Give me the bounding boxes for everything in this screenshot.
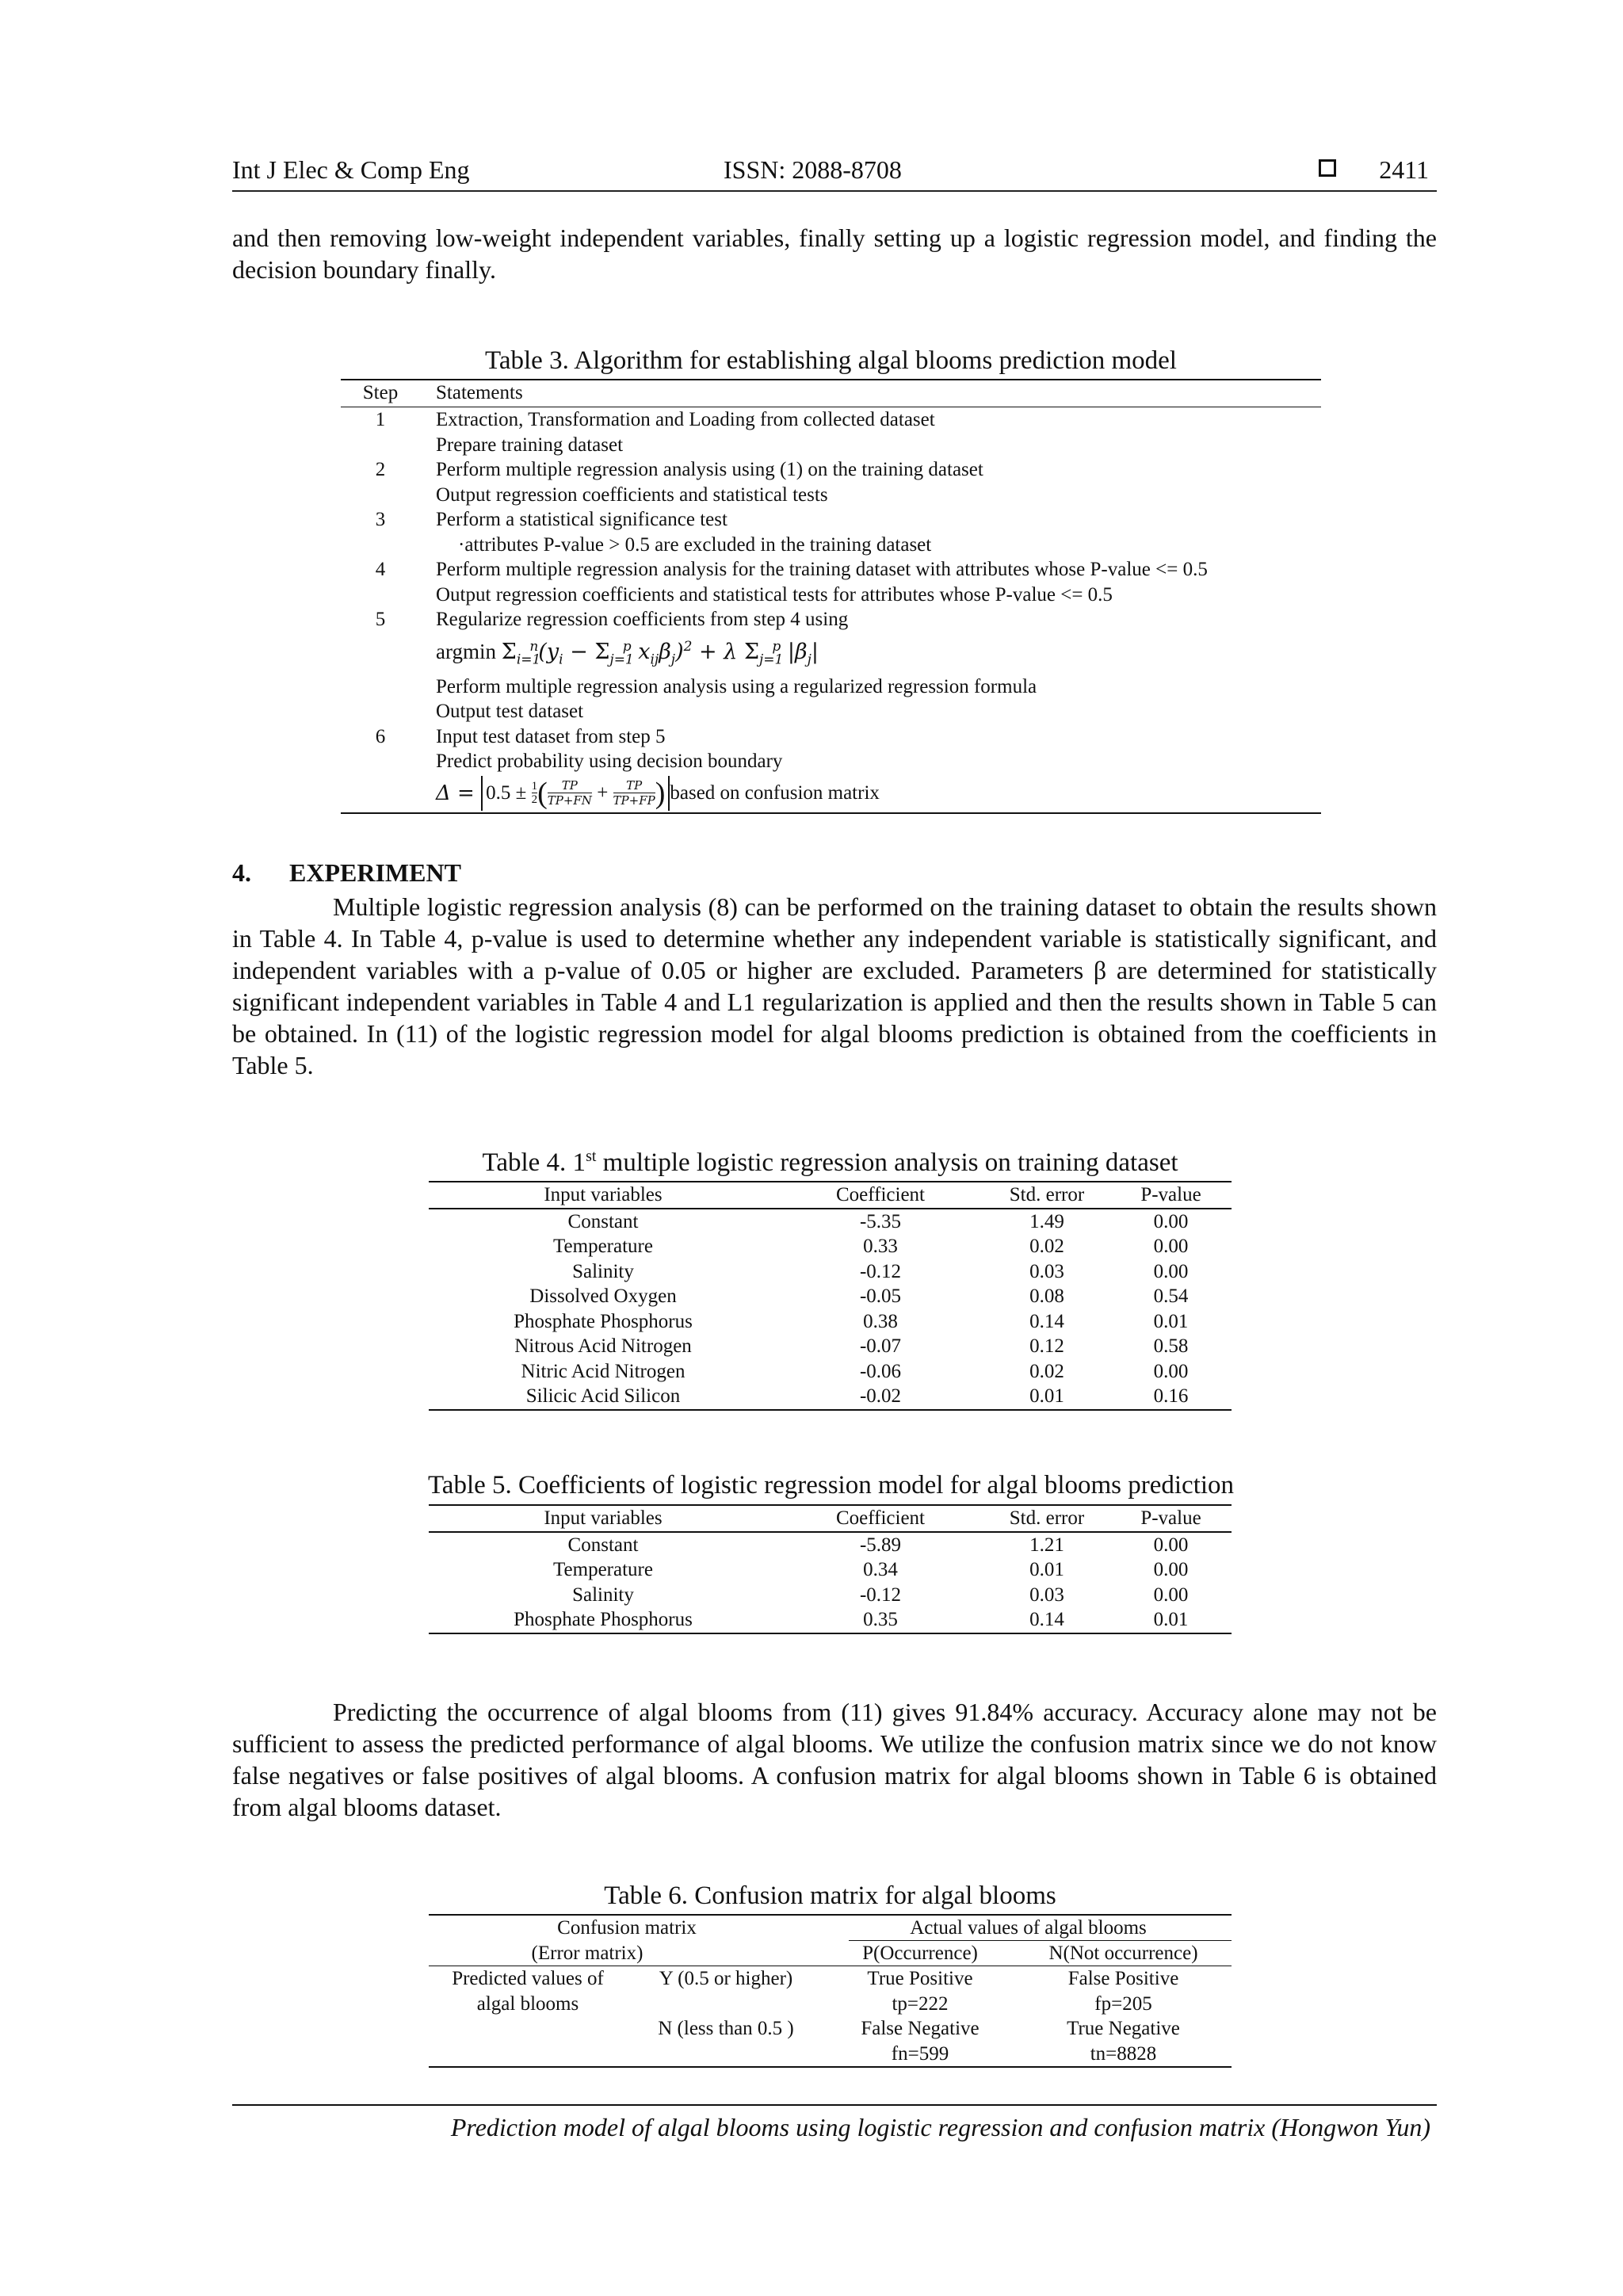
step-number: 6 <box>375 725 386 747</box>
caption-text: Table 4. 1 <box>482 1148 586 1177</box>
table-row <box>429 1607 1232 1633</box>
running-header <box>232 154 1437 192</box>
table3-row <box>341 407 1321 457</box>
table6-subheader-row <box>429 1941 1232 1966</box>
table-cell: -0.12 <box>859 1260 902 1282</box>
table3 <box>341 379 1321 814</box>
table-cell: 0.01 <box>1029 1559 1064 1580</box>
table-cell: 0.33 <box>863 1236 898 1257</box>
statement-line: Extraction, Transformation and Loading from collected dataset <box>436 409 935 430</box>
table-cell: Phosphate Phosphorus <box>514 1310 693 1332</box>
table5-caption: Table 5. Coefficients of logistic regression model for algal blooms prediction <box>427 1471 1235 1499</box>
table-row <box>429 1334 1232 1359</box>
table-cell: 0.16 <box>1153 1385 1189 1407</box>
table-cell: Phosphate Phosphorus <box>514 1609 693 1630</box>
table-cell: Nitrous Acid Nitrogen <box>514 1335 692 1357</box>
table-cell: Salinity <box>572 1584 634 1606</box>
tn-label: True Negative <box>1067 2018 1180 2039</box>
formula-body: $\Sigma_{i=1}^n(y_i - \Sigma_{j=1}^p$ $x_{ij}\beta_j)^2 + \lambda$ $\Sigma_{j=1}^p$ $|\beta_j|$ <box>501 638 819 667</box>
table3-bottom-rule <box>341 812 1321 814</box>
predicted-label: algal blooms <box>476 1992 579 2015</box>
table-cell: 0.08 <box>1029 1286 1064 1307</box>
table-cell: 0.00 <box>1153 1260 1189 1282</box>
step-number: 2 <box>375 459 386 480</box>
table-cell: 0.00 <box>1153 1584 1189 1606</box>
table-cell: 0.01 <box>1029 1385 1064 1407</box>
prediction-paragraph: Predicting the occurrence of algal blooms from (11) gives 91.84% accuracy. Accuracy alone may not be sufficient to assess the predicted performance of algal blooms. We utilize the confusion matrix since we do not know false negatives or false positives of algal blooms. A confusion matrix for algal blooms shown in Table 6 is obtained from algal blooms dataset. <box>232 1698 1437 1821</box>
footer-text: Prediction model of algal blooms using logistic regression and confusion matrix (Hongwon Yun) <box>450 2113 1430 2141</box>
section-title: EXPERIMENT <box>289 858 461 887</box>
error-matrix-label: (Error matrix) <box>531 1942 643 1964</box>
table-row <box>429 1533 1232 1558</box>
tp-label: True Positive <box>867 1968 973 1989</box>
table-cell: 0.54 <box>1153 1286 1189 1307</box>
table-cell: 0.01 <box>1153 1310 1189 1332</box>
table-cell: 0.35 <box>863 1609 898 1630</box>
statement-line: Predict probability using decision boundary <box>436 751 783 773</box>
table3-caption: Table 3. Algorithm for establishing algal blooms prediction model <box>485 346 1177 375</box>
table3-row <box>341 724 1321 812</box>
delta-expression: 0.5 ± $\frac{1}{2}$ ( TP TP+FN + $\frac{TP}{TP+FP}$ ) <box>481 776 670 811</box>
col-header: Input variables <box>544 1507 663 1529</box>
table-cell: -5.35 <box>859 1210 902 1232</box>
table-row <box>429 1583 1232 1608</box>
table-cell: Dissolved Oxygen <box>529 1286 677 1307</box>
col-header: Input variables <box>544 1184 663 1205</box>
table-cell: -0.05 <box>859 1286 902 1307</box>
table-cell: -0.02 <box>859 1385 902 1407</box>
delta-symbol: Δ = <box>436 781 482 805</box>
tp-value: tp=222 <box>892 1992 949 2015</box>
intro-paragraph: and then removing low-weight independent variables, finally setting up a logistic regression model, and finding the decision boundary finally. <box>232 223 1437 284</box>
col-header: Std. error <box>1009 1184 1085 1205</box>
statement-line: Output regression coefficients and statistical tests <box>436 483 828 506</box>
table-cell: 0.03 <box>1029 1260 1064 1282</box>
table-row <box>429 1359 1232 1385</box>
statement-line: Perform multiple regression analysis using a regularized regression formula <box>436 675 1037 697</box>
table6-row-n-values <box>429 2042 1232 2067</box>
journal-name: Int J Elec & Comp Eng <box>232 155 470 184</box>
statement-line: Output test dataset <box>436 701 584 723</box>
table3-col-statements: Statements <box>436 382 523 403</box>
table-cell: Nitric Acid Nitrogen <box>521 1360 685 1382</box>
section-heading <box>232 858 461 888</box>
table-row <box>429 1557 1232 1583</box>
table3-header-row <box>341 380 1321 407</box>
table6-caption: Table 6. Confusion matrix for algal blooms <box>604 1881 1056 1910</box>
caption-superscript: st <box>586 1148 597 1165</box>
table4-header-row <box>429 1182 1232 1209</box>
statement-line: Perform multiple regression analysis using (1) on the training dataset <box>436 459 983 480</box>
section-number: 4. <box>232 858 251 887</box>
table-cell: 0.00 <box>1153 1210 1189 1232</box>
col-header: P-value <box>1140 1184 1201 1205</box>
table-cell: 0.14 <box>1029 1609 1064 1630</box>
table-cell: 1.49 <box>1029 1210 1064 1232</box>
table-cell: 0.00 <box>1153 1559 1189 1580</box>
table3-row <box>341 557 1321 607</box>
statement-line: Output regression coefficients and statistical tests for attributes whose P-value <= 0.5 <box>436 583 1113 606</box>
table-row <box>429 1234 1232 1259</box>
delta-formula <box>436 774 1321 812</box>
table-cell: 0.02 <box>1029 1236 1064 1257</box>
table-row <box>429 1259 1232 1285</box>
table3-row <box>341 507 1321 557</box>
table3-row <box>341 457 1321 507</box>
table-row <box>429 1209 1232 1235</box>
table-cell: 0.02 <box>1029 1360 1064 1382</box>
col-header: Coefficient <box>836 1507 925 1529</box>
not-occurrence-header: N(Not occurrence) <box>1048 1942 1198 1964</box>
statement-line: Input test dataset from step 5 <box>436 725 666 747</box>
fp-label: False Positive <box>1067 1968 1179 1989</box>
table-cell: -0.12 <box>859 1584 902 1606</box>
table-cell: -5.89 <box>859 1534 902 1556</box>
page-number: 2411 <box>1379 155 1429 184</box>
table-cell: 0.01 <box>1153 1609 1189 1630</box>
table-cell: Temperature <box>553 1559 653 1580</box>
occurrence-header: P(Occurrence) <box>862 1942 978 1964</box>
y-label: Y (0.5 or higher) <box>659 1968 793 1989</box>
table-cell: Silicic Acid Silicon <box>525 1385 681 1407</box>
table6-header-row <box>429 1916 1232 1941</box>
step-number: 5 <box>375 609 386 630</box>
argmin-label: argmin <box>436 639 496 663</box>
table6-row-y <box>429 1966 1232 1992</box>
footer-rule <box>232 2104 1437 2106</box>
table4-caption <box>429 1148 1232 1178</box>
step-number: 1 <box>375 409 386 430</box>
statement-line: Perform multiple regression analysis for the training dataset with attributes whose P-value <= 0.5 <box>436 559 1208 580</box>
table6-row-n <box>429 2016 1232 2042</box>
table-cell: 0.12 <box>1029 1335 1064 1357</box>
col-header: Std. error <box>1009 1507 1085 1529</box>
table-cell: 0.00 <box>1153 1236 1189 1257</box>
fp-value: fp=205 <box>1094 1992 1152 2015</box>
table-cell: 0.03 <box>1029 1584 1064 1606</box>
step-number: 4 <box>375 559 386 580</box>
table3-col-step: Step <box>362 382 399 403</box>
n-label: N (less than 0.5 ) <box>658 2018 794 2039</box>
fn-value: fn=599 <box>891 2042 949 2065</box>
table6-row-y-values <box>429 1992 1232 2017</box>
statement-line: Prepare training dataset <box>436 434 624 456</box>
table5 <box>429 1504 1232 1634</box>
table-cell: Constant <box>567 1210 639 1232</box>
step-number: 3 <box>375 509 386 530</box>
argmin-formula <box>436 632 1321 674</box>
table-row <box>429 1284 1232 1309</box>
table-cell: 1.21 <box>1029 1534 1064 1556</box>
statement-line: Regularize regression coefficients from step 4 using <box>436 609 849 630</box>
experiment-paragraph: Multiple logistic regression analysis (8) can be performed on the training dataset to obtain the results shown in Table 4. In Table 4, p-value is used to determine whether any independent variable is statistically significant, and independent variables with a p-value of 0.05 or higher are excluded. Parameters β are determined for statistically significant independent variables in Table 4 and L1 regularization is applied and then the results shown in Table 5 can be obtained. In (11) of the logistic regression model for algal blooms prediction is obtained from the coefficients in Table 5. <box>232 892 1437 1079</box>
table-cell: 0.58 <box>1153 1335 1189 1357</box>
table-cell: Constant <box>567 1534 639 1556</box>
table-cell: 0.00 <box>1153 1360 1189 1382</box>
table6 <box>429 1914 1232 2068</box>
statement-line: Perform a statistical significance test <box>436 509 727 530</box>
table5-header-row <box>429 1506 1232 1533</box>
table-cell: 0.00 <box>1153 1534 1189 1556</box>
table-cell: Salinity <box>572 1260 634 1282</box>
col-header: Coefficient <box>836 1184 925 1205</box>
col-header: P-value <box>1140 1507 1201 1529</box>
table-row <box>429 1309 1232 1335</box>
caption-text: multiple logistic regression analysis on training dataset <box>596 1148 1178 1177</box>
tn-value: tn=8828 <box>1090 2042 1157 2065</box>
square-bullet-icon <box>1319 159 1336 177</box>
fn-label: False Negative <box>861 2018 980 2039</box>
table-row <box>429 1384 1232 1409</box>
statement-line: ·attributes P-value > 0.5 are excluded in the training dataset <box>458 533 932 556</box>
table3-row <box>341 607 1321 724</box>
table-cell: 0.14 <box>1029 1310 1064 1332</box>
delta-suffix: based on confusion matrix <box>670 781 880 804</box>
predicted-label: Predicted values of <box>452 1968 604 1989</box>
table-cell: -0.07 <box>859 1335 902 1357</box>
issn: ISSN: 2088-8708 <box>724 155 902 184</box>
table-cell: 0.38 <box>863 1310 898 1332</box>
table-cell: -0.06 <box>859 1360 902 1382</box>
table-cell: Temperature <box>553 1236 653 1257</box>
confusion-header: Confusion matrix <box>557 1917 697 1939</box>
actual-header: Actual values of algal blooms <box>910 1917 1147 1939</box>
table-cell: 0.34 <box>863 1559 898 1580</box>
table4 <box>429 1181 1232 1411</box>
